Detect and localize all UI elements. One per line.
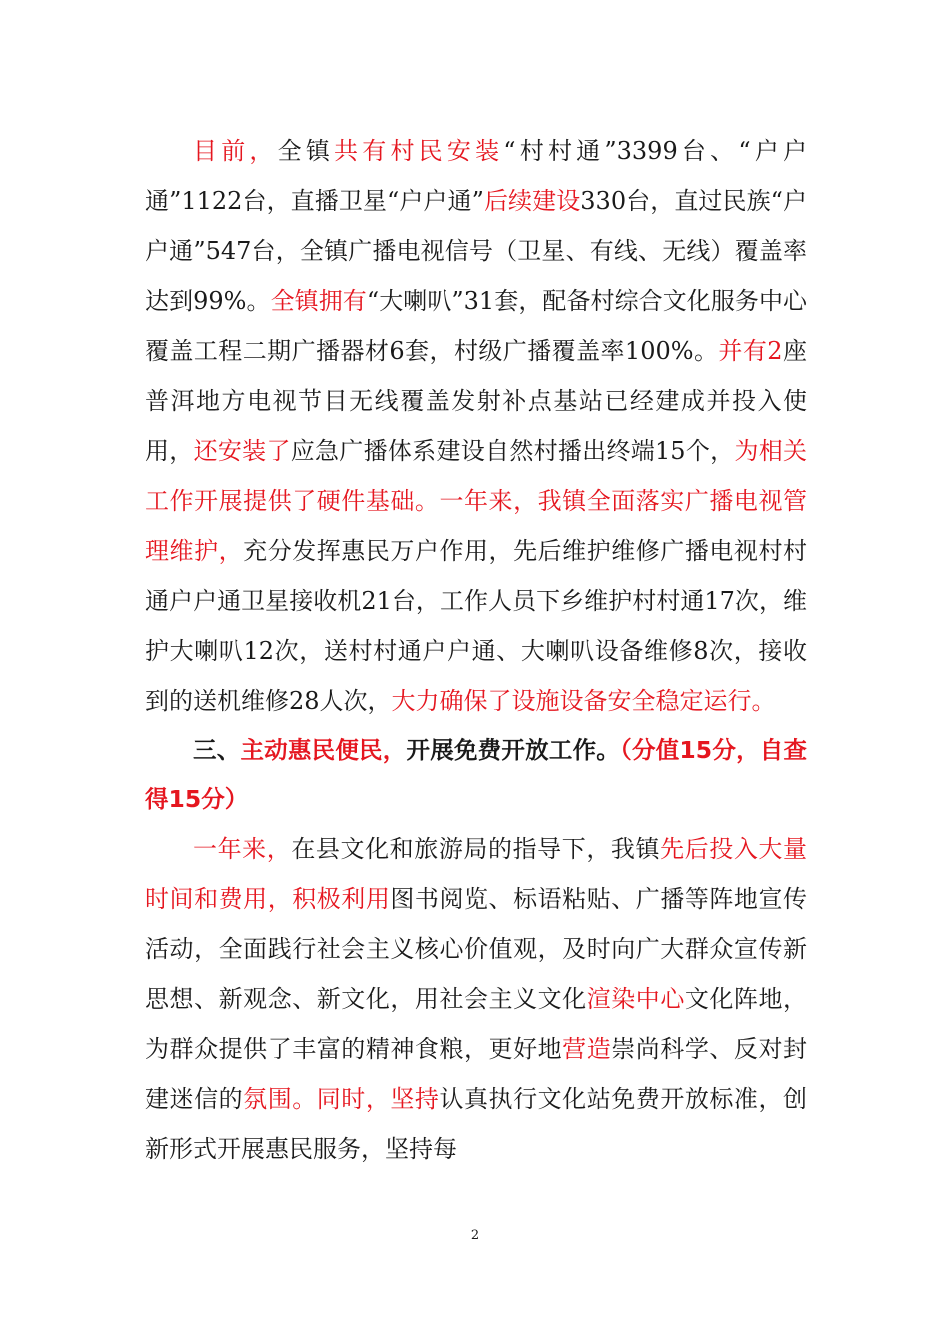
text-segment: 为相关工作开展提供了硬件基础。一年来，我镇全面落实广播电视管理维护， xyxy=(145,437,808,565)
text-segment: 应急广播体系建设自然村播出终端15个， xyxy=(290,437,735,465)
text-segment: “大喇叭”31套，配备村综合文化服务中心覆盖工程二期广播器材6套，村级广播覆盖率100%。 xyxy=(145,287,808,365)
heading-number: 三、 xyxy=(193,736,241,764)
text-segment: 先后投入大量时间和费用，积极利用 xyxy=(145,835,808,913)
text-segment: 一年来， xyxy=(193,835,292,863)
text-segment: 座普洱地方电视节目无线覆盖发射补点基站已经建成并投入使用， xyxy=(145,337,807,465)
heading-score: （分值15分，自查得15分） xyxy=(145,736,808,813)
text-segment: 330台，直过民族“户户通”547台，全镇广播电视信号（卫星、有线、无线）覆盖率达到99%。 xyxy=(145,187,808,315)
text-segment: 文化阵地，为群众提供了丰富的精神食粮，更好地 xyxy=(145,985,808,1063)
text-segment: “村村通”3399台、“户户通”1122台，直播卫星“户户通” xyxy=(145,137,808,215)
text-segment: 目前， xyxy=(193,137,278,165)
text-segment: 后续建设 xyxy=(483,187,581,215)
text-segment: 全镇拥有 xyxy=(270,287,367,315)
page-number: 2 xyxy=(470,1228,480,1243)
text-segment: 图书阅览、标语粘贴、广播等阵地宣传活动，全面践行社会主义核心价值观，及时向广大群众宣传新思想、新观念、新文化，用社会主义文化 xyxy=(145,885,808,1013)
text-segment: 大力确保了设施设备安全稳定运行。 xyxy=(391,687,776,715)
text-segment: 认真执行文化站免费开放标准，创新形式开展惠民服务，坚持每 xyxy=(145,1085,808,1163)
text-segment: 并有2 xyxy=(718,337,783,365)
text-segment: 崇尚科学、反对封建迷信的 xyxy=(145,1035,808,1113)
text-segment: 渲染中心 xyxy=(586,985,685,1013)
text-segment: 在县文化和旅游局的指导下，我镇 xyxy=(291,835,661,863)
paragraph-broadcast-coverage xyxy=(145,126,807,726)
text-segment: 全镇 xyxy=(277,137,335,165)
text-segment: 充分发挥惠民万户作用，先后维护维修广播电视村村通户户通卫星接收机21台，工作人员下乡维护村村通17次，维护大喇叭12次，送村村通户户通、大喇叭设备维修8次，接收到的送机维修28人次， xyxy=(145,537,808,715)
paragraph-free-opening xyxy=(145,824,807,1174)
document-page xyxy=(145,126,807,1174)
heading-segment: 开展免费开放工作。 xyxy=(406,736,621,764)
section-heading-three xyxy=(145,726,807,824)
text-segment: 还安装了 xyxy=(193,437,291,465)
text-segment: 营造 xyxy=(562,1035,612,1063)
heading-segment: 主动惠民便民， xyxy=(240,736,407,764)
text-segment: 氛围。同时，坚持 xyxy=(243,1085,440,1113)
text-segment: 共有村民安装 xyxy=(334,137,504,165)
